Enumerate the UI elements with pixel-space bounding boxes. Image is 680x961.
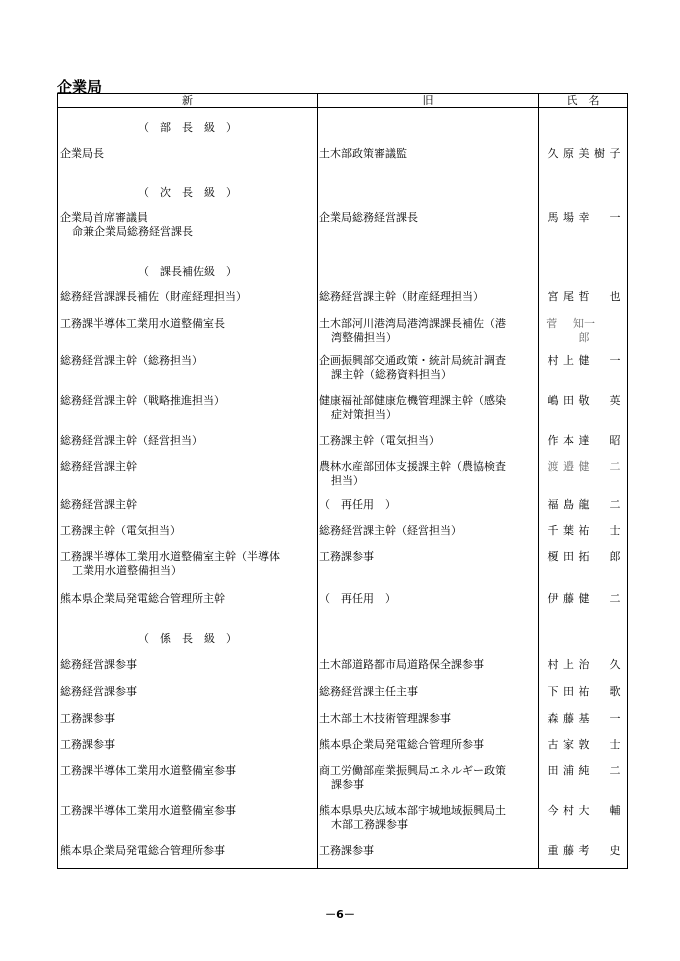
person-name-char xyxy=(599,317,611,345)
person-name-char: 島 xyxy=(563,498,574,511)
person-name xyxy=(540,712,628,726)
person-name xyxy=(540,550,628,564)
person-name-char: 福 xyxy=(547,498,559,511)
person-name-cell xyxy=(540,550,628,564)
person-name-char xyxy=(593,290,607,304)
person-name-cell xyxy=(540,498,628,512)
old-position-cell xyxy=(319,524,541,538)
person-name-char xyxy=(593,685,607,699)
person-name-char: 森 xyxy=(547,712,559,725)
person-name-cell xyxy=(540,712,628,726)
person-name-char: 古 xyxy=(547,738,559,751)
person-name-char: 葉 xyxy=(563,524,574,537)
person-name xyxy=(540,394,628,408)
person-name-cell xyxy=(540,394,628,408)
new-position-text: 工務課半導体工業用水道整備室長 xyxy=(60,317,225,330)
person-name-char: 宮 xyxy=(547,290,559,303)
person-name-cell xyxy=(540,764,628,778)
person-name xyxy=(540,211,628,225)
person-name-char: 昭 xyxy=(609,434,621,447)
person-name-char: 下 xyxy=(547,685,559,698)
new-position-text: 総務経営課主幹（経営担当） xyxy=(60,434,203,447)
page-title: 企業局 xyxy=(57,78,103,96)
new-position-text: 工務課参事 xyxy=(60,712,115,725)
old-position-text: 工務課参事 xyxy=(319,550,374,563)
new-position-text-line2: 工業用水道整備担当） xyxy=(72,564,182,577)
old-position-cell xyxy=(319,658,541,672)
person-name-char: 田 xyxy=(563,550,574,563)
person-name-char: 本 xyxy=(563,434,574,447)
person-name-char: 大 xyxy=(578,804,590,817)
old-position-text: 工務課主幹（電気担当） xyxy=(319,434,440,447)
person-name-char: 知一郎 xyxy=(572,317,595,344)
new-position-cell xyxy=(60,658,316,672)
person-name xyxy=(540,524,628,538)
person-name-char: 伊 xyxy=(547,592,559,605)
old-position-text: 健康福祉部健康危機管理課主幹（感染 xyxy=(319,394,506,407)
person-name xyxy=(540,434,628,448)
new-position-text-line2: 命兼企業局総務経営課長 xyxy=(72,225,193,238)
person-name-char xyxy=(593,764,607,778)
old-position-cell xyxy=(319,290,541,304)
old-position-text: 企業局総務経営課長 xyxy=(319,211,418,224)
old-position-text-line2: 課参事 xyxy=(331,778,364,791)
old-position-cell xyxy=(319,317,541,345)
new-position-cell xyxy=(60,764,316,778)
person-name-char xyxy=(593,460,607,474)
person-name-char: 健 xyxy=(578,460,590,473)
new-position-cell xyxy=(60,460,316,474)
person-name-cell xyxy=(540,211,628,225)
person-name-cell xyxy=(540,147,628,161)
old-position-cell xyxy=(319,738,541,752)
person-name-char: 史 xyxy=(609,844,621,857)
person-name-char xyxy=(593,592,607,606)
person-name-char xyxy=(593,434,607,448)
old-position-cell xyxy=(319,460,541,488)
person-name-char: 士 xyxy=(609,738,621,751)
new-position-cell xyxy=(60,290,316,304)
new-position-text: 企業局長 xyxy=(60,147,104,160)
person-name-char: 龍 xyxy=(578,498,590,511)
person-name-char: 菅 xyxy=(546,317,558,330)
person-name-char xyxy=(593,498,607,512)
new-position-text: 総務経営課主幹（総務担当） xyxy=(60,354,203,367)
person-name-char: 重 xyxy=(547,844,559,857)
person-name-char xyxy=(593,804,607,818)
new-position-text: 工務課参事 xyxy=(60,738,115,751)
old-position-text: （ 再任用 ） xyxy=(319,592,396,605)
person-name-char: 久 xyxy=(547,147,559,160)
new-position-cell xyxy=(60,592,316,606)
person-name-cell xyxy=(540,354,628,368)
person-name-char: 英 xyxy=(609,394,621,407)
person-name-char: 村 xyxy=(547,658,559,671)
person-name-char: 渡 xyxy=(547,460,559,473)
old-position-text: （ 再任用 ） xyxy=(319,498,396,511)
section-bucho: （ 部 長 級 ） xyxy=(138,121,237,134)
person-name xyxy=(540,685,628,699)
person-name-char: 拓 xyxy=(578,550,590,563)
person-name-char: 作 xyxy=(547,434,559,447)
person-name-char: 祐 xyxy=(578,685,590,698)
old-position-cell xyxy=(319,712,541,726)
person-name-cell xyxy=(540,804,628,818)
old-position-text: 工務課参事 xyxy=(319,844,374,857)
page-number: －6－ xyxy=(325,908,355,921)
person-name xyxy=(540,317,628,345)
person-name-char xyxy=(593,524,607,538)
column-divider-new-old xyxy=(317,94,318,868)
old-position-cell xyxy=(319,394,541,422)
person-name-char: 田 xyxy=(547,764,559,777)
person-name-char xyxy=(593,211,607,225)
person-name xyxy=(540,290,628,304)
new-position-cell xyxy=(60,434,316,448)
new-position-text: 工務課半導体工業用水道整備室参事 xyxy=(60,764,236,777)
person-name-char: 哲 xyxy=(578,290,590,303)
new-position-cell xyxy=(60,712,316,726)
person-name-cell xyxy=(540,592,628,606)
old-position-text: 総務経営課主任主事 xyxy=(319,685,418,698)
person-name-cell xyxy=(540,524,628,538)
person-name-char: 村 xyxy=(547,354,559,367)
person-name-char: 久 xyxy=(609,658,621,671)
person-name xyxy=(540,764,628,778)
person-name-char: 考 xyxy=(578,844,590,857)
header-name: 氏 名 xyxy=(566,94,600,107)
old-position-text: 総務経営課主幹（財産経理担当） xyxy=(319,290,484,303)
person-name-char: 家 xyxy=(563,738,574,751)
person-name-char: 原 xyxy=(563,147,574,160)
person-name-char: 今 xyxy=(547,804,559,817)
person-name-char: 敬 xyxy=(578,394,590,407)
person-name-char: 純 xyxy=(578,764,590,777)
old-position-cell xyxy=(319,844,541,858)
person-name-char: 祐 xyxy=(578,524,590,537)
old-position-cell xyxy=(319,498,541,512)
old-position-text: 総務経営課主幹（経営担当） xyxy=(319,524,462,537)
old-position-text-line2: 湾整備担当） xyxy=(331,331,397,344)
person-name-char: 嶋 xyxy=(547,394,559,407)
new-position-cell xyxy=(60,317,316,331)
section-kacho-hosa: （ 課長補佐級 ） xyxy=(138,265,237,278)
old-position-cell xyxy=(319,592,541,606)
person-name-char: 治 xyxy=(578,658,590,671)
new-position-text: 総務経営課主幹（戦略推進担当） xyxy=(60,394,225,407)
old-position-text: 企画振興部交通政策・統計局統計調査 xyxy=(319,354,506,367)
new-position-cell xyxy=(60,524,316,538)
person-name-cell xyxy=(540,685,628,699)
person-name-char: 上 xyxy=(563,354,574,367)
new-position-cell xyxy=(60,498,316,512)
person-name-char: 邉 xyxy=(563,460,574,473)
person-name-char xyxy=(610,317,622,345)
person-name-char: 士 xyxy=(609,524,621,537)
old-position-cell xyxy=(319,764,541,792)
person-name-char: 美 xyxy=(578,147,590,160)
person-name-char: 二 xyxy=(609,764,621,777)
new-position-text: 工務課主幹（電気担当） xyxy=(60,524,181,537)
old-position-cell xyxy=(319,354,541,382)
new-position-text: 総務経営課主幹 xyxy=(60,460,137,473)
person-name-cell xyxy=(540,434,628,448)
person-name-char xyxy=(593,354,607,368)
person-name-char xyxy=(593,394,607,408)
person-name-char: 輔 xyxy=(609,804,621,817)
old-position-text: 商工労働部産業振興局エネルギー政策 xyxy=(319,764,506,777)
person-name-char: 健 xyxy=(578,592,590,605)
person-name xyxy=(540,147,628,161)
old-position-text: 土木部道路都市局道路保全課参事 xyxy=(319,658,484,671)
old-position-text-line2: 症対策担当） xyxy=(331,408,397,421)
old-position-text: 土木部土木技術管理課参事 xyxy=(319,712,451,725)
person-name-cell xyxy=(540,290,628,304)
old-position-cell xyxy=(319,147,541,161)
person-name-cell xyxy=(540,658,628,672)
new-position-cell xyxy=(60,394,316,408)
person-name xyxy=(540,460,628,474)
header-old: 旧 xyxy=(422,94,434,107)
new-position-cell xyxy=(60,354,316,368)
person-name-char: 健 xyxy=(578,354,590,367)
new-position-text: 熊本県企業局発電総合管理所参事 xyxy=(60,844,225,857)
person-name-char: 千 xyxy=(547,524,559,537)
person-name-cell xyxy=(540,460,628,474)
new-position-cell xyxy=(60,844,316,858)
person-name xyxy=(540,804,628,818)
person-name-cell xyxy=(540,738,628,752)
person-name-char: 敦 xyxy=(578,738,590,751)
old-position-cell xyxy=(319,550,541,564)
person-name-char: 二 xyxy=(609,460,621,473)
person-name-char: 二 xyxy=(609,498,621,511)
header-divider xyxy=(58,107,627,108)
old-position-text: 土木部政策審議監 xyxy=(319,147,407,160)
person-name-char: 基 xyxy=(578,712,590,725)
person-name-char: 子 xyxy=(609,147,621,160)
new-position-text: 熊本県企業局発電総合管理所主幹 xyxy=(60,592,225,605)
old-position-text: 熊本県県央広域本部宇城地域振興局土 xyxy=(319,804,506,817)
person-name-char: 場 xyxy=(563,211,574,224)
new-position-text: 総務経営課参事 xyxy=(60,658,137,671)
old-position-text-line2: 木部工務課参事 xyxy=(331,818,408,831)
person-name-char xyxy=(593,738,607,752)
old-position-cell xyxy=(319,804,541,832)
old-position-cell xyxy=(319,211,541,225)
new-position-text: 工務課半導体工業用水道整備室主幹（半導体 xyxy=(60,550,280,563)
person-name-char: 一 xyxy=(609,712,621,725)
person-name-char: 田 xyxy=(563,685,574,698)
person-name-char: 幸 xyxy=(578,211,590,224)
person-name xyxy=(540,738,628,752)
new-position-cell xyxy=(60,738,316,752)
person-name-char: 二 xyxy=(609,592,621,605)
new-position-cell xyxy=(60,685,316,699)
old-position-text: 農林水産部団体支援課主幹（農協検査 xyxy=(319,460,506,473)
old-position-text-line2: 担当） xyxy=(331,474,364,487)
person-name-char: 一 xyxy=(609,211,621,224)
person-name-char: 田 xyxy=(563,394,574,407)
person-name-char: 藤 xyxy=(563,592,574,605)
new-position-text: 総務経営課課長補佐（財産経理担当） xyxy=(60,290,247,303)
person-name-char: 樹 xyxy=(594,147,605,160)
person-name-char: 榎 xyxy=(547,550,559,563)
person-name-char xyxy=(593,550,607,564)
old-position-cell xyxy=(319,434,541,448)
person-name-cell xyxy=(540,844,628,858)
person-name-char: 藤 xyxy=(563,712,574,725)
person-name xyxy=(540,498,628,512)
new-position-text: 総務経営課参事 xyxy=(60,685,137,698)
person-name-char: 郎 xyxy=(609,550,621,563)
old-position-text: 熊本県企業局発電総合管理所参事 xyxy=(319,738,484,751)
person-name-char: 上 xyxy=(563,658,574,671)
person-name-cell xyxy=(540,317,628,345)
person-name-char: 達 xyxy=(578,434,590,447)
person-name-char: 浦 xyxy=(563,764,574,777)
old-position-cell xyxy=(319,685,541,699)
person-name-char xyxy=(593,658,607,672)
header-new: 新 xyxy=(182,94,193,107)
person-name-char: 尾 xyxy=(563,290,574,303)
person-name xyxy=(540,592,628,606)
section-jicho: （ 次 長 級 ） xyxy=(138,186,237,199)
old-position-text-line2: 課主幹（総務資料担当） xyxy=(331,368,452,381)
new-position-cell xyxy=(60,147,316,161)
new-position-cell xyxy=(60,211,316,239)
new-position-cell xyxy=(60,550,316,578)
person-name-char: 村 xyxy=(563,804,574,817)
person-name xyxy=(540,844,628,858)
person-name-char: 也 xyxy=(609,290,621,303)
person-name-char: 歌 xyxy=(609,685,621,698)
person-name-char: 一 xyxy=(609,354,621,367)
person-name-char xyxy=(558,317,570,345)
person-name xyxy=(540,658,628,672)
new-position-text: 企業局首席審議員 xyxy=(60,211,148,224)
personnel-table xyxy=(57,93,628,869)
old-position-text: 土木部河川港湾局港湾課課長補佐（港 xyxy=(319,317,506,330)
new-position-text: 工務課半導体工業用水道整備室参事 xyxy=(60,804,236,817)
person-name-char: 馬 xyxy=(547,211,559,224)
section-kakaricho: （ 係 長 級 ） xyxy=(138,632,237,645)
person-name-char: 藤 xyxy=(563,844,574,857)
person-name-char xyxy=(593,712,607,726)
person-name-char xyxy=(593,844,607,858)
person-name xyxy=(540,354,628,368)
new-position-text: 総務経営課主幹 xyxy=(60,498,137,511)
new-position-cell xyxy=(60,804,316,818)
